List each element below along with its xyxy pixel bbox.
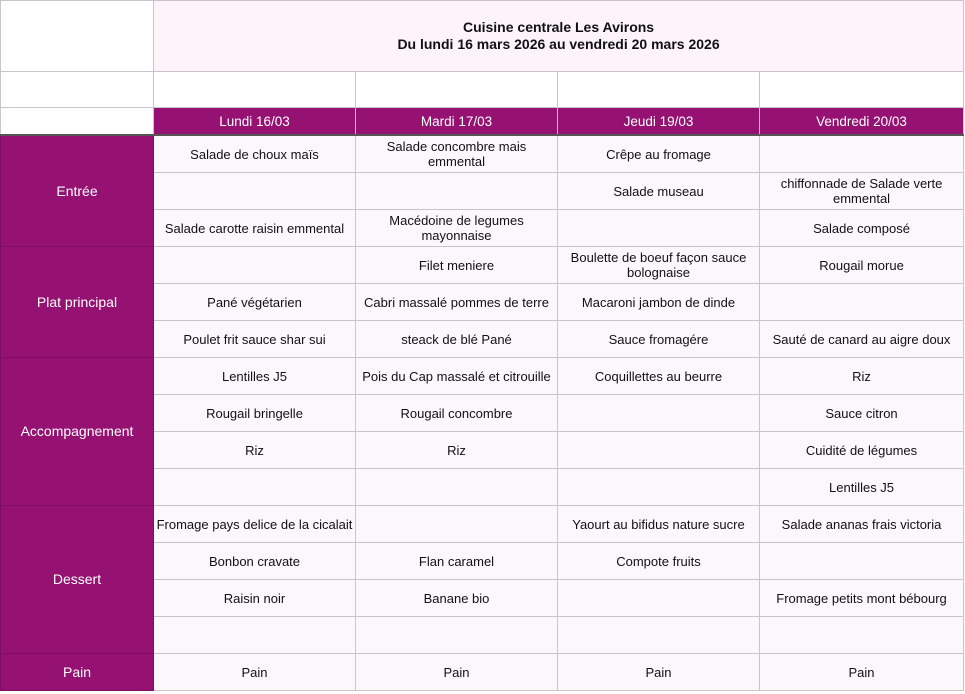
menu-cell: Compote fruits <box>558 543 760 580</box>
menu-cell: Pané végétarien <box>154 284 356 321</box>
menu-cell: Raisin noir <box>154 580 356 617</box>
category-label: Accompagnement <box>1 358 154 506</box>
menu-cell: Salade carotte raisin emmental <box>154 210 356 247</box>
table-row <box>1 654 964 691</box>
menu-cell: steack de blé Pané <box>356 321 558 358</box>
menu-cell: Pain <box>760 654 964 691</box>
menu-cell: Riz <box>154 432 356 469</box>
blank-cell <box>154 72 356 108</box>
category-label: Dessert <box>1 506 154 654</box>
menu-cell <box>760 617 964 654</box>
menu-cell: Sauce citron <box>760 395 964 432</box>
corner-cell <box>1 108 154 136</box>
day-header-tuesday: Mardi 17/03 <box>356 108 558 136</box>
menu-cell <box>356 469 558 506</box>
menu-cell <box>760 543 964 580</box>
menu-cell: Salade concombre mais emmental <box>356 135 558 173</box>
menu-cell <box>558 469 760 506</box>
day-header-thursday: Jeudi 19/03 <box>558 108 760 136</box>
category-label: Pain <box>1 654 154 691</box>
menu-cell <box>558 432 760 469</box>
menu-cell: Pain <box>356 654 558 691</box>
menu-cell: Salade composé <box>760 210 964 247</box>
menu-cell: Cabri massalé pommes de terre <box>356 284 558 321</box>
menu-cell <box>356 506 558 543</box>
day-header-monday: Lundi 16/03 <box>154 108 356 136</box>
menu-cell: Pois du Cap massalé et citrouille <box>356 358 558 395</box>
menu-cell: chiffonnade de Salade verte emmental <box>760 173 964 210</box>
menu-cell: Macaroni jambon de dinde <box>558 284 760 321</box>
table-row <box>1 247 964 284</box>
menu-cell: Fromage pays delice de la cicalait <box>154 506 356 543</box>
menu-cell: Filet meniere <box>356 247 558 284</box>
menu-cell: Rougail bringelle <box>154 395 356 432</box>
menu-cell <box>558 395 760 432</box>
menu-cell: Fromage petits mont bébourg <box>760 580 964 617</box>
menu-cell <box>356 173 558 210</box>
menu-cell: Cuidité de légumes <box>760 432 964 469</box>
menu-cell: Rougail concombre <box>356 395 558 432</box>
blank-cell <box>558 72 760 108</box>
menu-cell: Flan caramel <box>356 543 558 580</box>
menu-cell: Riz <box>760 358 964 395</box>
menu-cell: Salade de choux maïs <box>154 135 356 173</box>
menu-cell: Rougail morue <box>760 247 964 284</box>
menu-cell: Poulet frit sauce shar sui <box>154 321 356 358</box>
menu-cell: Salade ananas frais victoria <box>760 506 964 543</box>
page-title <box>154 1 964 72</box>
menu-cell <box>154 247 356 284</box>
menu-cell <box>154 469 356 506</box>
menu-cell: Macédoine de legumes mayonnaise <box>356 210 558 247</box>
corner-cell <box>1 1 154 72</box>
table-row <box>1 358 964 395</box>
category-label: Plat principal <box>1 247 154 358</box>
menu-cell: Pain <box>154 654 356 691</box>
blank-cell <box>356 72 558 108</box>
table-row <box>1 135 964 173</box>
menu-cell: Crêpe au fromage <box>558 135 760 173</box>
menu-cell: Lentilles J5 <box>760 469 964 506</box>
category-label: Entrée <box>1 135 154 247</box>
title-line-1: Cuisine centrale Les Avirons <box>462 19 655 35</box>
menu-cell: Pain <box>558 654 760 691</box>
menu-cell: Yaourt au bifidus nature sucre <box>558 506 760 543</box>
menu-cell: Coquillettes au beurre <box>558 358 760 395</box>
menu-cell: Salade museau <box>558 173 760 210</box>
menu-cell: Riz <box>356 432 558 469</box>
menu-cell: Boulette de boeuf façon sauce bolognaise <box>558 247 760 284</box>
menu-cell <box>558 580 760 617</box>
menu-cell: Bonbon cravate <box>154 543 356 580</box>
menu-cell <box>356 617 558 654</box>
title-line-2: Du lundi 16 mars 2026 au vendredi 20 mars 2026 <box>397 36 720 52</box>
menu-cell: Sauce fromagére <box>558 321 760 358</box>
table-row <box>1 506 964 543</box>
menu-cell <box>558 617 760 654</box>
menu-cell <box>558 210 760 247</box>
menu-cell <box>760 284 964 321</box>
day-header-friday: Vendredi 20/03 <box>760 108 964 136</box>
menu-cell: Lentilles J5 <box>154 358 356 395</box>
blank-cell <box>1 72 154 108</box>
blank-cell <box>760 72 964 108</box>
menu-cell <box>154 173 356 210</box>
menu-cell: Sauté de canard au aigre doux <box>760 321 964 358</box>
menu-cell: Banane bio <box>356 580 558 617</box>
menu-cell <box>154 617 356 654</box>
menu-cell <box>760 135 964 173</box>
